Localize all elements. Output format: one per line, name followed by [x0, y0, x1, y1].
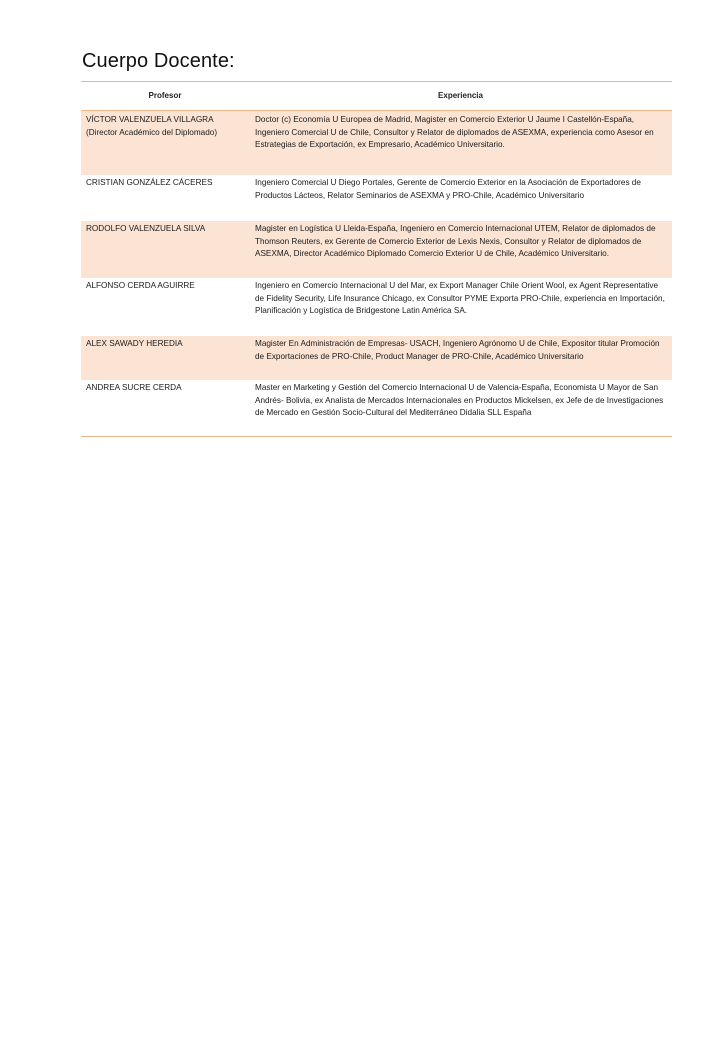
experience-cell: Magister En Administración de Empresas- USACH, Ingeniero Agrónomo U de Chile, Expositor titular Promoción de Exportaciones de PRO-Chile, Product Manager de PRO-Chile, Académico Universitario [249, 336, 672, 380]
header-profesor: Profesor [81, 82, 249, 111]
professor-cell [81, 111, 249, 176]
table-row [81, 111, 672, 176]
page-title: Cuerpo Docente: [82, 50, 235, 72]
table-body [81, 111, 672, 437]
header-row [81, 82, 672, 111]
professor-cell [81, 336, 249, 380]
table-header [81, 82, 672, 111]
experience-cell: Doctor (c) Economía U Europea de Madrid, Magister en Comercio Exterior U Jaume I Castellón-España, Ingeniero Comercial U de Chile, Consultor y Relator de diplomados de ASEXMA, experiencia como Asesor en Estrategias de Exportación, ex Empresario, Académico Universitario. [249, 111, 672, 176]
faculty-table [81, 81, 672, 437]
professor-cell [81, 221, 249, 278]
experience-cell: Magister en Logística U Lleida-España, Ingeniero en Comercio Internacional UTEM, Relator de diplomados de Thomson Reuters, ex Gerente de Comercio Exterior de Lexis Nexis, Consultor y Relator de diplomados de ASEXMA, Director Académico Diplomado Comercio Exterior U de Chile, Académico Universitario. [249, 221, 672, 278]
professor-cell [81, 175, 249, 221]
experience-cell: Ingeniero en Comercio Internacional U del Mar, ex Export Manager Chile Orient Wool, ex Agent Representative de Fidelity Security, Life Insurance Chicago, ex Consultor PYME Exporta PRO-Chile, experiencia en Importación, Planificación y Logística de Bridgestone Latin América SA. [255, 281, 665, 315]
header-experiencia: Experiencia [249, 82, 672, 111]
professor-cell [81, 278, 249, 336]
professor-name: ALFONSO CERDA AGUIRRE [86, 281, 195, 290]
professor-name: CRISTIAN GONZÁLEZ CÁCERES [86, 178, 213, 187]
table-row [81, 278, 672, 336]
table-row [81, 336, 672, 380]
professor-role: (Director Académico del Diplomado) [86, 127, 218, 137]
professor-cell [81, 380, 249, 437]
experience-cell: Master en Marketing y Gestión del Comercio Internacional U de Valencia-España, Economista U Mayor de San Andrés- Bolivia, ex Analista de Mercados Internacionales en Productos Mickelsen, ex Jefe de de Investigaciones de Mercado en Gestión Socio-Cultural del Mediterráneo Didalia SLL España [249, 380, 672, 437]
table-row [81, 380, 672, 437]
table-row [81, 221, 672, 278]
professor-name: VÍCTOR VALENZUELA VILLAGRA [86, 115, 214, 124]
professor-name: RODOLFO VALENZUELA SILVA [86, 224, 206, 233]
professor-name: ALEX SAWADY HEREDIA [86, 339, 183, 348]
professor-name: ANDREA SUCRE CERDA [86, 383, 182, 392]
experience-cell: Ingeniero Comercial U Diego Portales, Gerente de Comercio Exterior en la Asociación de Exportadores de Productos Lácteos, Relator Seminarios de ASEXMA y PRO-Chile, Académico Universitario [255, 178, 641, 200]
table-row [81, 175, 672, 221]
